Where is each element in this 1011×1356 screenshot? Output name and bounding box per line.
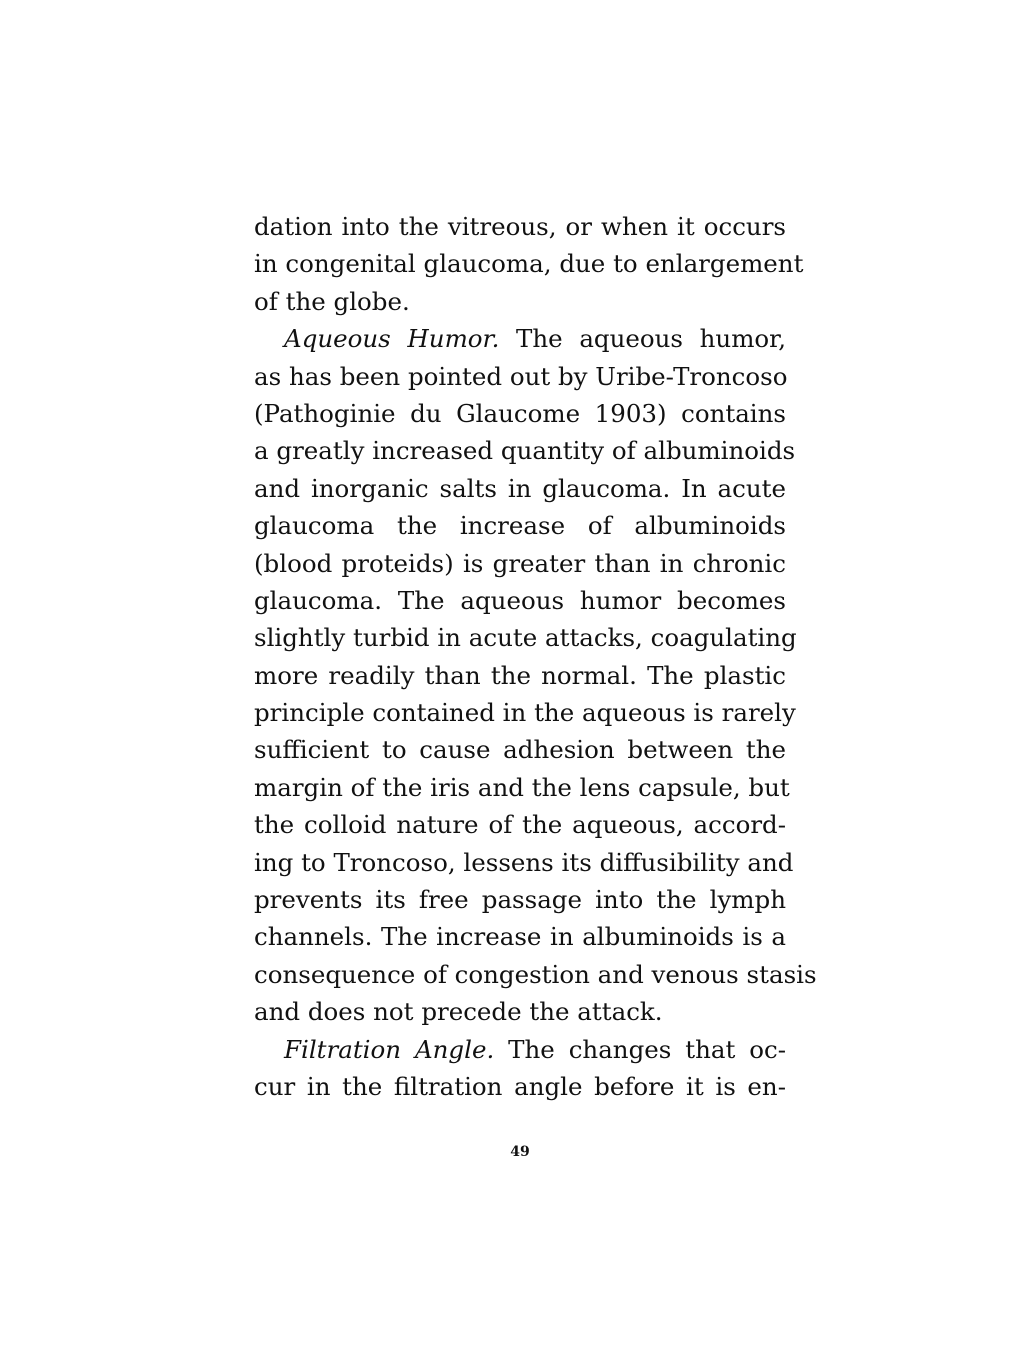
text-line: the colloid nature of the aqueous, accord- [254,810,786,840]
text-line: sufficient to cause adhesion between the [254,735,786,765]
text-line: slightly turbid in acute attacks, coagulating [254,623,797,653]
text-line: as has been pointed out by Uribe-Troncoso [254,361,788,391]
text-line: margin of the iris and the lens capsule, but [254,772,790,802]
section-first-line [254,320,786,357]
text-line: more readily than the normal. The plastic [254,660,786,690]
text-fragment: The aqueous humor, [516,324,786,354]
body-text [254,208,817,1105]
text-line: (Pathoginie du Glaucome 1903) contains [254,398,786,428]
text-line: channels. The increase in albuminoids is a [254,922,786,952]
text-line: prevents its free passage into the lymph [254,885,786,915]
text-line: dation into the vitreous, or when it occurs [254,212,786,241]
section-heading-aqueous-humor: Aqueous Humor. [284,324,500,354]
text-line: a greatly increased quantity of albuminoids [254,436,796,466]
section-heading-filtration-angle: Filtration Angle. [284,1034,495,1064]
text-line: glaucoma. The aqueous humor becomes [254,585,786,615]
text-line: of the globe. [254,286,410,316]
page-number: 49 [510,1144,530,1160]
text-line: in congenital glaucoma, due to enlargement [254,249,804,279]
text-line: glaucoma the increase of albuminoids [254,511,786,541]
section-first-line [254,1031,786,1068]
text-line: consequence of congestion and venous stasis [254,959,817,989]
text-line: cur in the filtration angle before it is en- [254,1071,786,1101]
text-line: and does not precede the attack. [254,997,663,1027]
text-line: (blood proteids) is greater than in chronic [254,548,786,578]
text-line: and inorganic salts in glaucoma. In acute [254,473,786,503]
text-line: principle contained in the aqueous is rarely [254,698,796,728]
text-line: ing to Troncoso, lessens its diffusibility and [254,847,794,877]
text-fragment: The changes that oc- [508,1034,786,1064]
